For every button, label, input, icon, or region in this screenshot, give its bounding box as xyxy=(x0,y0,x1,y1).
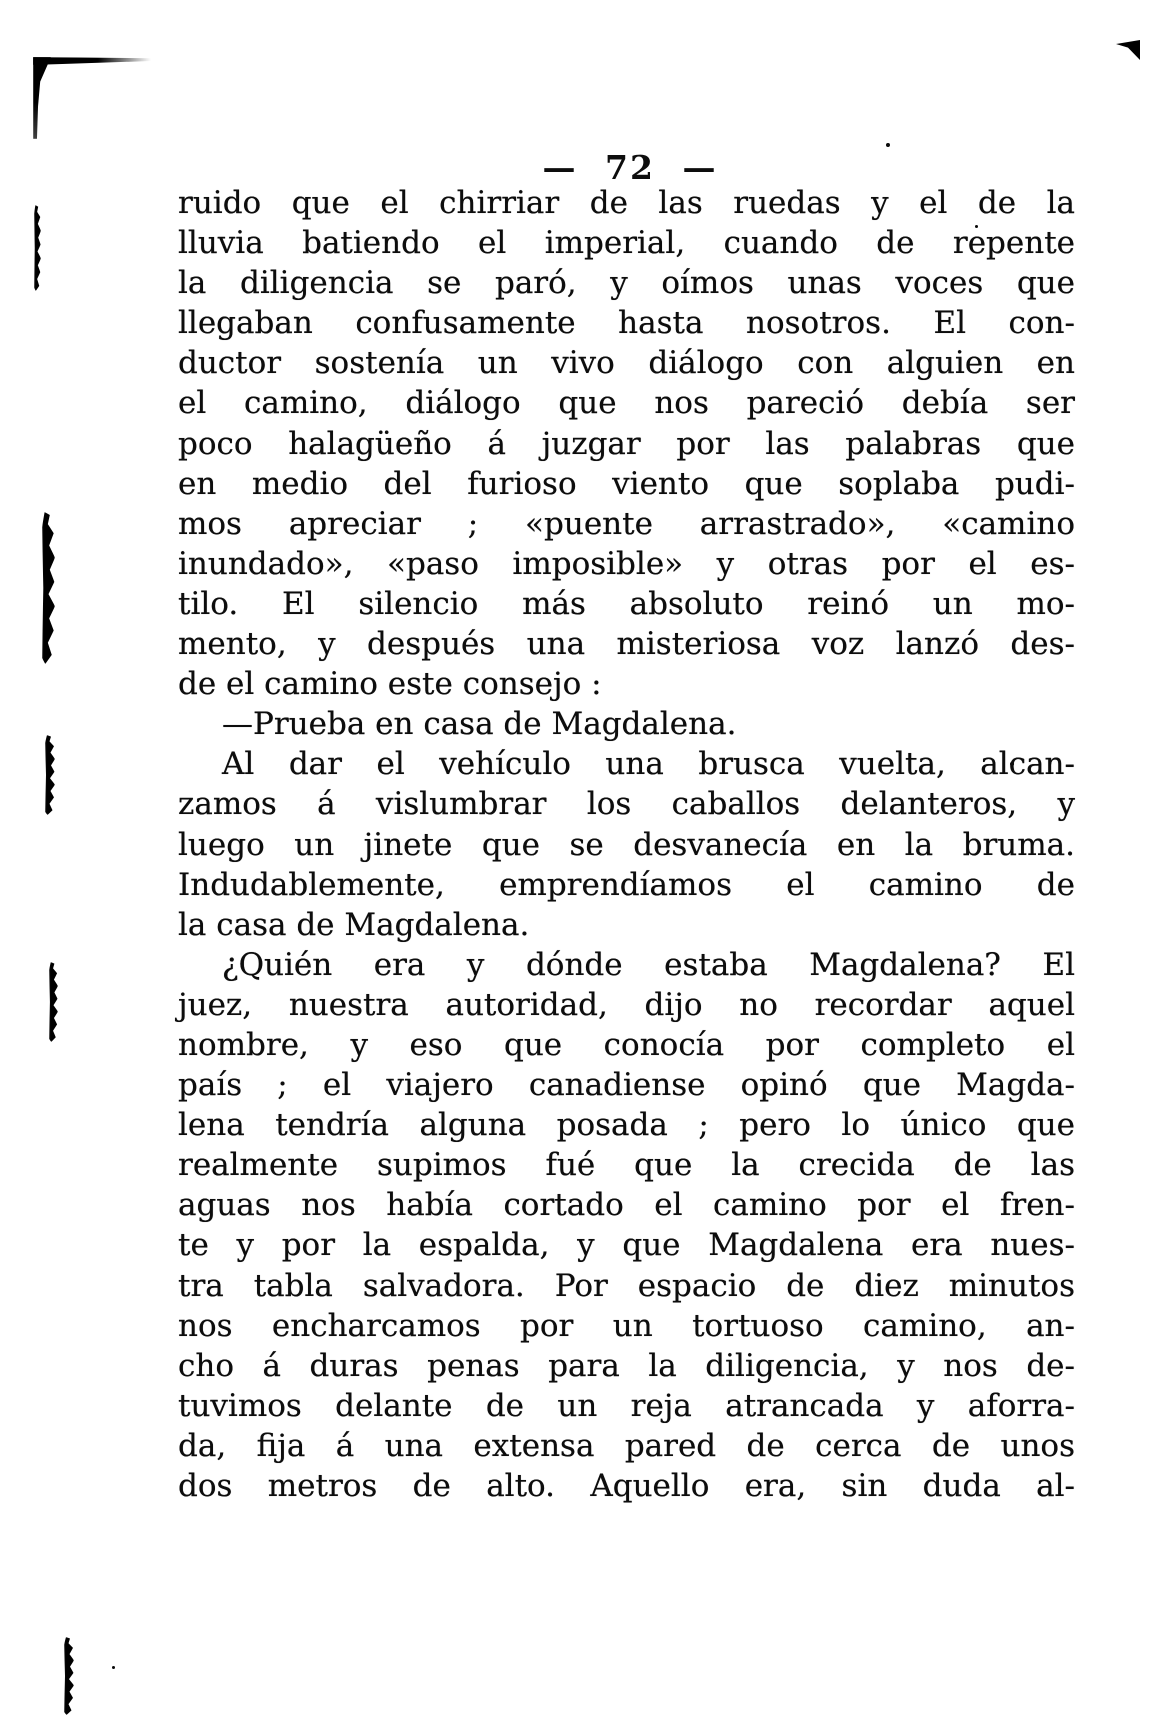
text-line: nos encharcamos por un tortuoso camino, an- xyxy=(178,1307,1075,1344)
corner-fold-mark xyxy=(1116,40,1140,60)
text-line: luego un jinete que se desvanecía en la bruma. xyxy=(178,826,1075,863)
text-line: ductor sostenía un vivo diálogo con alguien en xyxy=(178,345,1075,382)
text-line: mos apreciar ; «puente arrastrado», «camino xyxy=(178,505,1075,542)
text-line: tra tabla salvadora. Por espacio de diez minutos xyxy=(178,1267,1075,1304)
margin-scan-smudge xyxy=(64,1637,74,1715)
text-line: cho á duras penas para la diligencia, y nos de- xyxy=(178,1347,1075,1384)
margin-scan-smudge xyxy=(42,512,55,664)
text-line: el camino, diálogo que nos pareció debía ser xyxy=(178,385,1075,422)
ink-speck xyxy=(112,1666,115,1669)
text-line: tuvimos delante de un reja atrancada y aforra- xyxy=(178,1387,1075,1424)
text-line: zamos á vislumbrar los caballos delanteros, y xyxy=(178,786,1075,823)
text-line: dos metros de alto. Aquello era, sin duda al- xyxy=(178,1468,1075,1504)
text-line: ruido que el chirriar de las ruedas y el de la xyxy=(178,185,1075,221)
text-line: mento, y después una misteriosa voz lanzó des- xyxy=(178,626,1075,663)
page-number: — 72 — xyxy=(542,148,718,187)
text-line: poco halagüeño á juzgar por las palabras que xyxy=(178,425,1075,462)
text-block xyxy=(178,183,1075,1506)
page-corner-smudge-horizontal xyxy=(33,57,151,65)
text-line: —Prueba en casa de Magdalena. xyxy=(222,706,737,743)
text-line: Indudablemente, emprendíamos el camino de xyxy=(178,866,1075,903)
text-line: la casa de Magdalena. xyxy=(178,906,530,943)
text-line: ¿Quién era y dónde estaba Magdalena? El xyxy=(222,946,1075,983)
text-line: juez, nuestra autoridad, dijo no recordar aquel xyxy=(178,986,1075,1023)
margin-scan-smudge xyxy=(49,962,58,1042)
text-line: de el camino este consejo : xyxy=(178,666,602,703)
text-line: da, fija á una extensa pared de cerca de unos xyxy=(178,1427,1075,1464)
text-line: lena tendría alguna posada ; pero lo único que xyxy=(178,1107,1075,1144)
text-line: inundado», «paso imposible» y otras por el es- xyxy=(178,545,1075,582)
text-line: tilo. El silencio más absoluto reinó un mo- xyxy=(178,585,1075,622)
text-line: nombre, y eso que conocía por completo el xyxy=(178,1026,1075,1063)
text-line: aguas nos había cortado el camino por el fren- xyxy=(178,1187,1075,1224)
text-line: la diligencia se paró, y oímos unas voces que xyxy=(178,265,1075,302)
text-line: en medio del furioso viento que soplaba pudi- xyxy=(178,465,1075,502)
text-line: realmente supimos fué que la crecida de las xyxy=(178,1147,1075,1184)
margin-scan-smudge xyxy=(34,205,41,291)
text-line: llegaban confusamente hasta nosotros. El con- xyxy=(178,305,1075,342)
text-line: país ; el viajero canadiense opinó que Magda- xyxy=(178,1067,1075,1104)
ink-speck xyxy=(886,143,890,147)
page-corner-smudge-vertical xyxy=(33,57,51,139)
text-line: te y por la espalda, y que Magdalena era nues- xyxy=(178,1227,1075,1264)
text-line: Al dar el vehículo una brusca vuelta, alcan- xyxy=(222,746,1075,783)
margin-scan-smudge xyxy=(45,735,55,815)
text-line: lluvia batiendo el imperial, cuando de repente xyxy=(178,225,1075,262)
